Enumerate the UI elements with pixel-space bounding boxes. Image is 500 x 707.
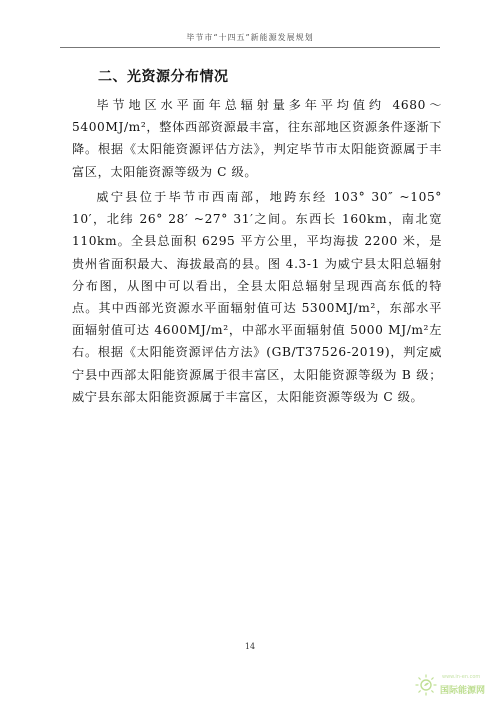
watermark-url: www.in-en.com [442, 674, 481, 680]
sun-leaf-logo-icon [414, 673, 438, 697]
watermark [412, 671, 490, 701]
section-title: 二、光资源分布情况 [98, 69, 229, 85]
running-header: 毕节市“十四五”新能源发展规划 [186, 33, 314, 42]
body-paragraph-2: 威宁县位于毕节市西南部，地跨东经 103° 30″ ~105° 10′，北纬 26° 28′ ~27° 31′之间。东西长 160km，南北宽 110km。全县总面积 6295 平方公里，平均海拔 2200 米，是贵州省面积最大、海拔最高的县。图 4.3-1 为威宁县太阳总辐射分布图，从图中可以看出，全县太阳总辐射呈现西高东低的特点。其中西部光资源水平面辐射值可达 5300MJ/m²，东部水平面辐射值可达 4600MJ/m²，中部水平面辐射值 5000 MJ/m²左右。根据《太阳能资源评估方法》(GB/T37526-2019)，判定威宁县中西部太阳能资源属于很丰富区，太阳能资源等级为 B 级；威宁县东部太阳能资源属于丰富区，太阳能资源等级为 C 级。 [72, 190, 442, 404]
body-paragraph-1: 毕节地区水平面年总辐射量多年平均值约 4680～5400MJ/m²，整体西部资源最丰富，往东部地区资源条件逐渐下降。根据《太阳能资源评估方法》，判定毕节市太阳能资源属于丰富区，太阳能资源等级为 C 级。 [72, 98, 442, 179]
watermark-text: 国际能源网 [440, 686, 486, 696]
header-divider [60, 47, 440, 48]
page-number: 14 [244, 642, 256, 651]
